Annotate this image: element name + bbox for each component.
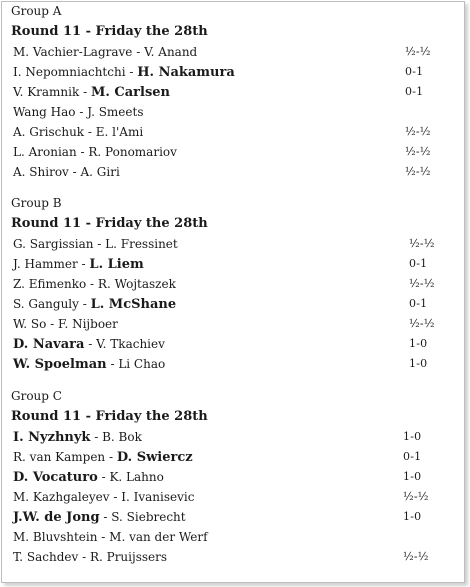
pairing-separator: - <box>79 85 91 99</box>
game-row <box>11 547 463 567</box>
game-pairing <box>13 334 165 355</box>
black-player: R. Wojtaszek <box>97 277 176 291</box>
pairing-separator: - <box>97 530 110 544</box>
pairing-separator: - <box>76 145 89 159</box>
game-row <box>11 527 463 547</box>
black-player: L. Liem <box>89 257 144 272</box>
black-player: R. Ponomariov <box>88 145 177 159</box>
game-pairing <box>13 547 167 567</box>
game-pairing <box>13 82 170 103</box>
pairing-separator: - <box>109 490 122 504</box>
black-player: J. Smeets <box>87 105 144 119</box>
games-list <box>11 42 463 182</box>
white-player: L. Aronian <box>13 145 77 159</box>
pairing-separator: - <box>84 337 97 351</box>
white-player: W. So <box>13 317 47 331</box>
game-row <box>11 507 463 527</box>
game-row <box>11 234 463 254</box>
round-title: Round 11 - Friday the 28th <box>11 216 208 231</box>
game-pairing <box>13 294 176 315</box>
game-result: ½-½ <box>405 125 431 138</box>
game-result: ½-½ <box>409 317 435 330</box>
pairing-separator: - <box>75 105 88 119</box>
game-row <box>11 162 463 182</box>
game-pairing <box>13 254 144 275</box>
black-player: B. Bok <box>102 430 142 444</box>
pairing-separator: - <box>84 125 96 139</box>
white-player: M. Bluvshtein <box>13 530 98 544</box>
white-player: M. Vachier-Lagrave <box>13 45 133 59</box>
game-result: 1-0 <box>403 470 422 483</box>
game-row <box>11 254 463 274</box>
game-row <box>11 334 463 354</box>
group-section <box>11 387 463 567</box>
game-row <box>11 102 463 122</box>
game-pairing <box>13 314 118 334</box>
white-player: A. Grischuk <box>13 125 85 139</box>
white-player: W. Spoelman <box>13 357 107 372</box>
game-row <box>11 314 463 334</box>
black-player: M. Carlsen <box>90 85 171 100</box>
round-title: Round 11 - Friday the 28th <box>11 409 208 424</box>
group-heading: Group C <box>11 389 62 403</box>
white-player: Wang Hao <box>13 105 76 119</box>
black-player: I. Ivanisevic <box>121 490 195 504</box>
white-player: S. Ganguly <box>13 297 79 311</box>
game-pairing <box>13 427 142 448</box>
black-player: L. McShane <box>90 297 177 312</box>
game-result: 1-0 <box>403 510 422 523</box>
pairing-separator: - <box>132 45 145 59</box>
game-result: ½-½ <box>409 237 435 250</box>
white-player: M. Kazhgaleyev <box>13 490 110 504</box>
game-row <box>11 354 463 374</box>
white-player: I. Nyzhnyk <box>13 430 91 445</box>
games-list <box>11 234 463 374</box>
game-pairing <box>13 354 165 375</box>
game-row <box>11 142 463 162</box>
black-player: V. Anand <box>144 45 198 59</box>
game-pairing <box>13 507 186 528</box>
game-result: 1-0 <box>403 430 422 443</box>
group-section <box>11 194 463 374</box>
game-pairing <box>13 102 144 122</box>
white-player: D. Navara <box>13 337 85 352</box>
game-row <box>11 42 463 62</box>
black-player: K. Lahno <box>109 470 164 484</box>
black-player: E. l'Ami <box>95 125 144 139</box>
tournament-results-panel <box>1 1 465 583</box>
black-player: F. Nijboer <box>58 317 118 331</box>
game-result: 0-1 <box>405 85 424 98</box>
black-player: Li Chao <box>118 357 166 371</box>
white-player: I. Nepomniachtchi <box>13 65 126 79</box>
game-pairing <box>13 487 194 507</box>
white-player: D. Vocaturo <box>13 470 98 485</box>
white-player: T. Sachdev <box>13 550 79 564</box>
group-heading: Group A <box>11 4 62 18</box>
game-pairing <box>13 142 177 162</box>
pairing-separator: - <box>68 165 81 179</box>
game-pairing <box>13 527 208 547</box>
black-player: R. Pruijssers <box>89 550 168 564</box>
pairing-separator: - <box>78 297 91 311</box>
game-result: ½-½ <box>403 490 429 503</box>
pairing-separator: - <box>86 277 98 291</box>
game-row <box>11 447 463 467</box>
game-pairing <box>13 467 164 488</box>
black-player: L. Fressinet <box>105 237 178 251</box>
pairing-separator: - <box>125 65 138 79</box>
game-pairing <box>13 234 178 254</box>
pairing-separator: - <box>97 470 110 484</box>
game-result: 1-0 <box>409 357 428 370</box>
round-title: Round 11 - Friday the 28th <box>11 24 208 39</box>
game-row <box>11 62 463 82</box>
game-result: ½-½ <box>409 277 435 290</box>
game-pairing <box>13 447 193 468</box>
game-pairing <box>13 162 120 182</box>
game-row <box>11 427 463 447</box>
black-player: S. Siebrecht <box>111 510 186 524</box>
white-player: Z. Efimenko <box>13 277 87 291</box>
group-section <box>11 2 463 182</box>
white-player: V. Kramnik <box>13 85 80 99</box>
game-row <box>11 294 463 314</box>
game-result: ½-½ <box>405 45 431 58</box>
game-row <box>11 487 463 507</box>
game-pairing <box>13 62 235 83</box>
game-result: 0-1 <box>403 450 422 463</box>
black-player: M. van der Werf <box>109 530 208 544</box>
black-player: V. Tkachiev <box>96 337 165 351</box>
game-pairing <box>13 122 143 142</box>
white-player: J. Hammer <box>13 257 78 271</box>
group-heading: Group B <box>11 196 62 210</box>
black-player: D. Swiercz <box>116 450 193 465</box>
game-row <box>11 82 463 102</box>
games-list <box>11 427 463 567</box>
white-player: G. Sargissian <box>13 237 94 251</box>
game-result: 0-1 <box>409 297 428 310</box>
game-pairing <box>13 274 176 294</box>
game-result: 0-1 <box>405 65 424 78</box>
pairing-separator: - <box>93 237 106 251</box>
white-player: R. van Kampen <box>13 450 106 464</box>
game-result: ½-½ <box>405 165 431 178</box>
game-row <box>11 122 463 142</box>
game-row <box>11 467 463 487</box>
white-player: J.W. de Jong <box>13 510 100 525</box>
game-pairing <box>13 42 197 62</box>
pairing-separator: - <box>46 317 58 331</box>
game-result: ½-½ <box>405 145 431 158</box>
black-player: A. Giri <box>80 165 120 179</box>
black-player: H. Nakamura <box>137 65 235 80</box>
pairing-separator: - <box>77 257 90 271</box>
pairing-separator: - <box>105 450 117 464</box>
pairing-separator: - <box>99 510 112 524</box>
white-player: A. Shirov <box>13 165 69 179</box>
game-row <box>11 274 463 294</box>
pairing-separator: - <box>106 357 119 371</box>
game-result: ½-½ <box>403 550 429 563</box>
game-result: 0-1 <box>409 257 428 270</box>
pairing-separator: - <box>78 550 90 564</box>
pairing-separator: - <box>90 430 103 444</box>
game-result: 1-0 <box>409 337 428 350</box>
